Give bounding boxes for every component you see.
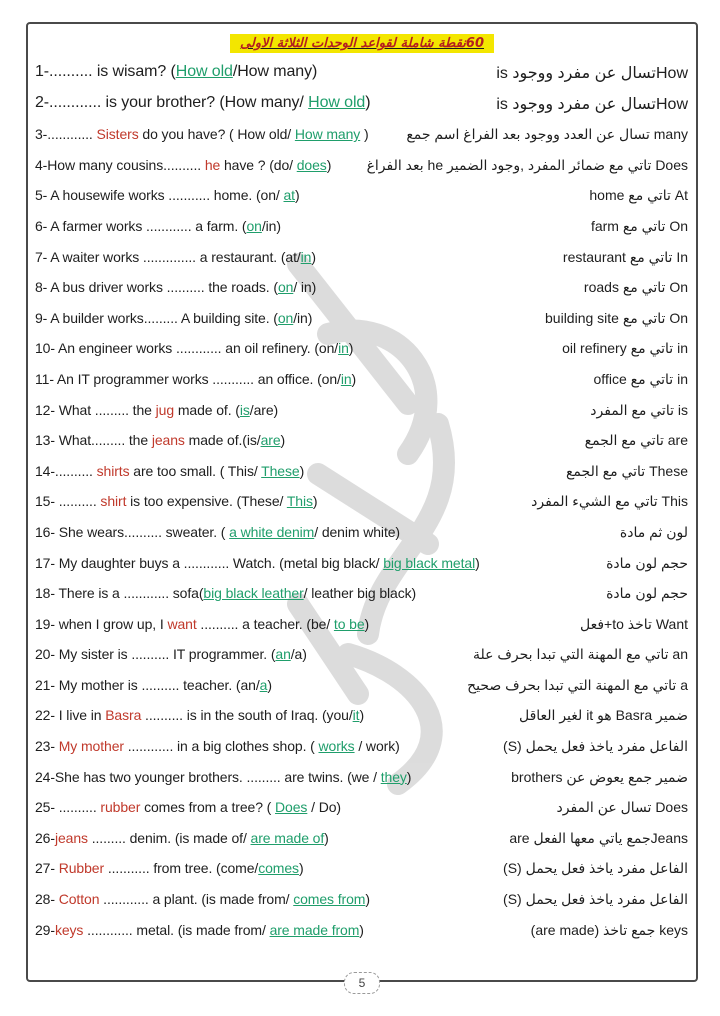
question-prefix: 16- She wears.......... sweater. ( [35,523,230,540]
question-row [28,182,696,213]
keyword-highlight: shirts [96,462,130,479]
keyword-highlight: keys [54,921,84,938]
correct-answer: a white denim [229,523,315,540]
question-prefix: 29- [35,921,55,938]
arabic-note: On تاتي مع building site [545,309,688,326]
question-row [28,213,696,244]
arabic-note: In تاتي مع restaurant [562,248,688,265]
correct-answer: big black metal [383,554,476,571]
question-text [35,371,356,387]
question-suffix: / Do) [307,799,341,816]
question-prefix: 22- I live in [35,707,106,724]
correct-answer: on [277,279,294,296]
question-suffix: ) [365,93,371,111]
question-suffix: / denim white) [314,523,400,540]
question-middle: are too small. ( This/ [129,462,262,479]
question-middle: .......... is in the south of Iraq. (you/ [141,707,353,724]
question-suffix: ) [351,370,357,387]
correct-answer: it [352,707,360,724]
question-middle: do you have? ( How old/ [138,126,295,143]
arabic-note: are تاتي مع الجمع [584,432,688,449]
question-row [28,335,696,366]
question-prefix: 21- My mother is .......... teacher. (an/ [35,676,260,693]
arabic-note: Does تاتي مع ضمائر المفرد ,وجود الضمير he بعد الفراغ [366,156,688,173]
question-text [35,769,411,785]
question-prefix: 28- [35,891,59,908]
arabic-note: الفاعل مفرد ياخذ فعل يحمل (S) [503,738,688,755]
question-row [28,764,696,795]
question-row [28,672,696,703]
correct-answer: are made of [250,829,325,846]
correct-answer: on [246,217,262,234]
arabic-note: Want تاخذ to+فعل [579,615,688,632]
question-suffix: ) [364,615,370,632]
arabic-note: At تاتي مع home [589,187,688,204]
keyword-highlight: shirt [100,493,127,510]
correct-answer: a [259,676,268,693]
question-prefix: 5- A housewife works ........... home. (on/ [35,187,284,204]
correct-answer: How old [175,63,233,80]
question-text [35,677,272,693]
correct-answer: comes [258,860,299,877]
question-prefix: 17- My daughter buys a ............ Watch. (metal big black/ [35,554,384,571]
question-suffix: ) [348,340,354,357]
question-middle: ............ metal. (is made from/ [83,921,270,938]
question-text [35,585,416,601]
arabic-note: an تاتي مع المهنة التي تبدا بحرف علة [473,646,688,663]
correct-answer: Does [275,799,308,816]
question-middle: comes from a tree? ( [140,799,276,816]
question-text [35,646,307,662]
question-prefix: 10- An engineer works ............ an oil refinery. (on/ [35,340,339,357]
arabic-note: in تاتي مع office [593,370,688,387]
arabic-note: On تاتي مع farm [590,217,688,234]
question-suffix: ) [311,248,316,265]
correct-answer: This [286,493,313,510]
question-text [35,187,300,203]
arabic-note: ضمير Basra هو it لغير العاقل [518,707,688,724]
correct-answer: an [275,646,291,663]
question-middle: made of. ( [174,401,240,418]
question-row [28,488,696,519]
question-suffix: ) [294,187,300,204]
question-row [28,274,696,305]
question-text [35,218,281,234]
question-prefix: 6- A farmer works ............ a farm. ( [35,217,247,234]
page-title: 60نقطة شاملة لقواعد الوحدات الثلاثة الاولى [230,34,494,53]
question-prefix: 3-............ [35,126,97,143]
question-middle: have ? (do/ [220,156,297,173]
worksheet-page [26,22,698,990]
correct-answer: in [340,370,352,387]
question-list [28,60,696,947]
keyword-highlight: he [204,156,221,173]
question-middle: made of.(is/ [184,432,261,449]
arabic-note: in تاتي مع oil refinery [562,340,688,357]
keyword-highlight: rubber [100,799,141,816]
question-row [28,60,696,91]
question-suffix: /in) [261,217,281,234]
question-suffix: ) [365,891,370,908]
question-row [28,519,696,550]
question-text [35,63,317,81]
correct-answer: How old [308,93,366,111]
question-suffix: / work) [354,738,400,755]
keyword-highlight: Basra [105,707,142,724]
arabic-note: ضمير جمع يعوض عن brothers [511,768,688,785]
question-row [28,702,696,733]
question-suffix: /a) [290,646,307,663]
correct-answer: at [283,187,295,204]
question-text [35,463,304,479]
correct-answer: is [239,401,250,418]
question-row [28,855,696,886]
arabic-note: These تاتي مع الجمع [565,462,688,479]
arabic-note: الفاعل مفرد ياخذ فعل يحمل (S) [503,891,688,908]
question-text [35,279,316,295]
keyword-highlight: jeans [151,432,185,449]
question-suffix: ) [406,768,412,785]
question-suffix: ) [360,126,369,143]
question-text [35,738,400,754]
question-text [35,922,364,938]
question-prefix: 11- An IT programmer works ........... an office. (on/ [35,370,341,387]
question-text [35,860,304,876]
correct-answer: in [338,340,349,357]
question-prefix: 8- A bus driver works .......... the roads. ( [35,279,278,296]
question-suffix: /are) [249,401,279,418]
question-prefix: 25- .......... [35,799,101,816]
question-row [28,886,696,917]
question-text [35,524,400,540]
question-suffix: ) [280,432,286,449]
question-prefix: 27- [35,860,59,877]
question-suffix: ) [298,860,304,877]
footer [28,972,696,994]
correct-answer: on [277,309,294,326]
correct-answer: How many [294,126,361,143]
question-suffix: ) [324,829,329,846]
arabic-note: keys جمع تاخذ (are made) [530,921,688,938]
question-text [35,799,341,815]
question-suffix: ) [326,156,332,173]
correct-answer: to be [333,615,365,632]
arabic-note: is تاتي مع المفرد [590,401,688,418]
question-row [28,152,696,183]
question-suffix: ) [312,493,318,510]
question-row [28,305,696,336]
arabic-note: حجم لون مادة [606,585,688,602]
arabic-note: many تسال عن العدد ووجود بعد الفراغ اسم جمع [406,126,688,143]
question-suffix: ) [359,707,364,724]
keyword-highlight: Rubber [58,860,105,877]
question-middle: ............ a plant. (is made from/ [99,891,294,908]
question-middle: ......... denim. (is made of/ [87,829,251,846]
question-suffix: / leather big black) [303,585,417,602]
question-row [28,611,696,642]
question-prefix: 12- What ......... the [35,401,156,418]
arabic-note: This تاتي مع الشيء المفرد [531,493,688,510]
question-row [28,427,696,458]
question-row [28,366,696,397]
question-text [35,616,369,632]
arabic-note: On تاتي مع roads [583,279,688,296]
question-text [35,126,369,142]
question-prefix: 14-.......... [35,462,97,479]
question-middle: ............ in a big clothes shop. ( [123,738,319,755]
question-prefix: 19- when I grow up, I [35,615,168,632]
correct-answer: are [260,432,281,449]
question-prefix: 1-.......... is wisam? ( [35,63,176,80]
correct-answer: big black leather [203,585,304,602]
question-suffix: ) [475,554,480,571]
arabic-note: a تاتي مع المهنة التي تبدا بحرف صحيح [467,676,688,693]
correct-answer: works [318,738,355,755]
question-prefix: 20- My sister is .......... IT programmer. ( [35,646,276,663]
correct-answer: are made from [269,921,360,938]
question-text [35,830,329,846]
keyword-highlight: My mother [58,738,124,755]
question-row [28,397,696,428]
question-prefix: 23- [35,738,59,755]
question-suffix: ) [267,676,272,693]
question-text [35,493,317,509]
question-text [35,891,370,907]
keyword-highlight: Cotton [58,891,100,908]
question-text [35,310,312,326]
question-prefix: 24-She has two younger brothers. ......... are twins. (we / [35,768,381,785]
question-row [28,244,696,275]
question-text [35,249,316,265]
question-text [35,555,480,571]
question-text [35,94,370,112]
question-text [35,340,353,356]
question-row [28,825,696,856]
question-row [28,733,696,764]
page-number: 5 [344,972,380,994]
arabic-note: Howتسال عن مفرد ووجود is [496,95,688,113]
question-prefix: 18- There is a ............ sofa( [35,585,204,602]
question-suffix: ) [359,921,364,938]
question-text [35,402,278,418]
correct-answer: in [300,248,312,265]
question-prefix: 2-............ is your brother? (How many/ [35,93,309,111]
arabic-note: Does تسال عن المفرد [556,799,688,816]
question-text [35,157,331,173]
question-text [35,432,285,448]
keyword-highlight: Sisters [96,126,139,143]
question-middle: ........... from tree. (come/ [104,860,259,877]
question-row [28,794,696,825]
question-middle: is too expensive. (These/ [126,493,287,510]
question-text [35,707,364,723]
question-prefix: 7- A waiter works .............. a restaurant. (at/ [35,248,301,265]
question-suffix: / in) [293,279,317,296]
arabic-note: حجم لون مادة [606,554,688,571]
correct-answer: comes from [293,891,366,908]
question-suffix: /in) [293,309,313,326]
question-prefix: 15- .......... [35,493,101,510]
question-row [28,458,696,489]
question-middle: .......... a teacher. (be/ [196,615,334,632]
arabic-note: Howتسال عن مفرد ووجود is [496,65,688,82]
correct-answer: they [380,768,407,785]
keyword-highlight: want [167,615,197,632]
question-row [28,580,696,611]
question-suffix: /How many) [232,63,318,80]
correct-answer: These [261,462,300,479]
question-row [28,550,696,581]
keyword-highlight: jug [155,401,175,418]
question-prefix: 9- A builder works......... A building site. ( [35,309,278,326]
question-prefix: 4-How many cousins.......... [35,156,205,173]
correct-answer: does [296,156,327,173]
arabic-note: لون ثم مادة [619,523,688,540]
arabic-note: الفاعل مفرد ياخذ فعل يحمل (S) [503,860,688,877]
keyword-highlight: jeans [54,829,88,846]
question-prefix: 26- [35,829,55,846]
title-bar [28,34,696,53]
question-row [28,91,696,122]
question-suffix: ) [299,462,305,479]
question-prefix: 13- What......... the [35,432,152,449]
question-row [28,917,696,948]
question-row [28,121,696,152]
question-row [28,641,696,672]
arabic-note: Jeansجمع ياتي معها الفعل are [509,829,688,846]
